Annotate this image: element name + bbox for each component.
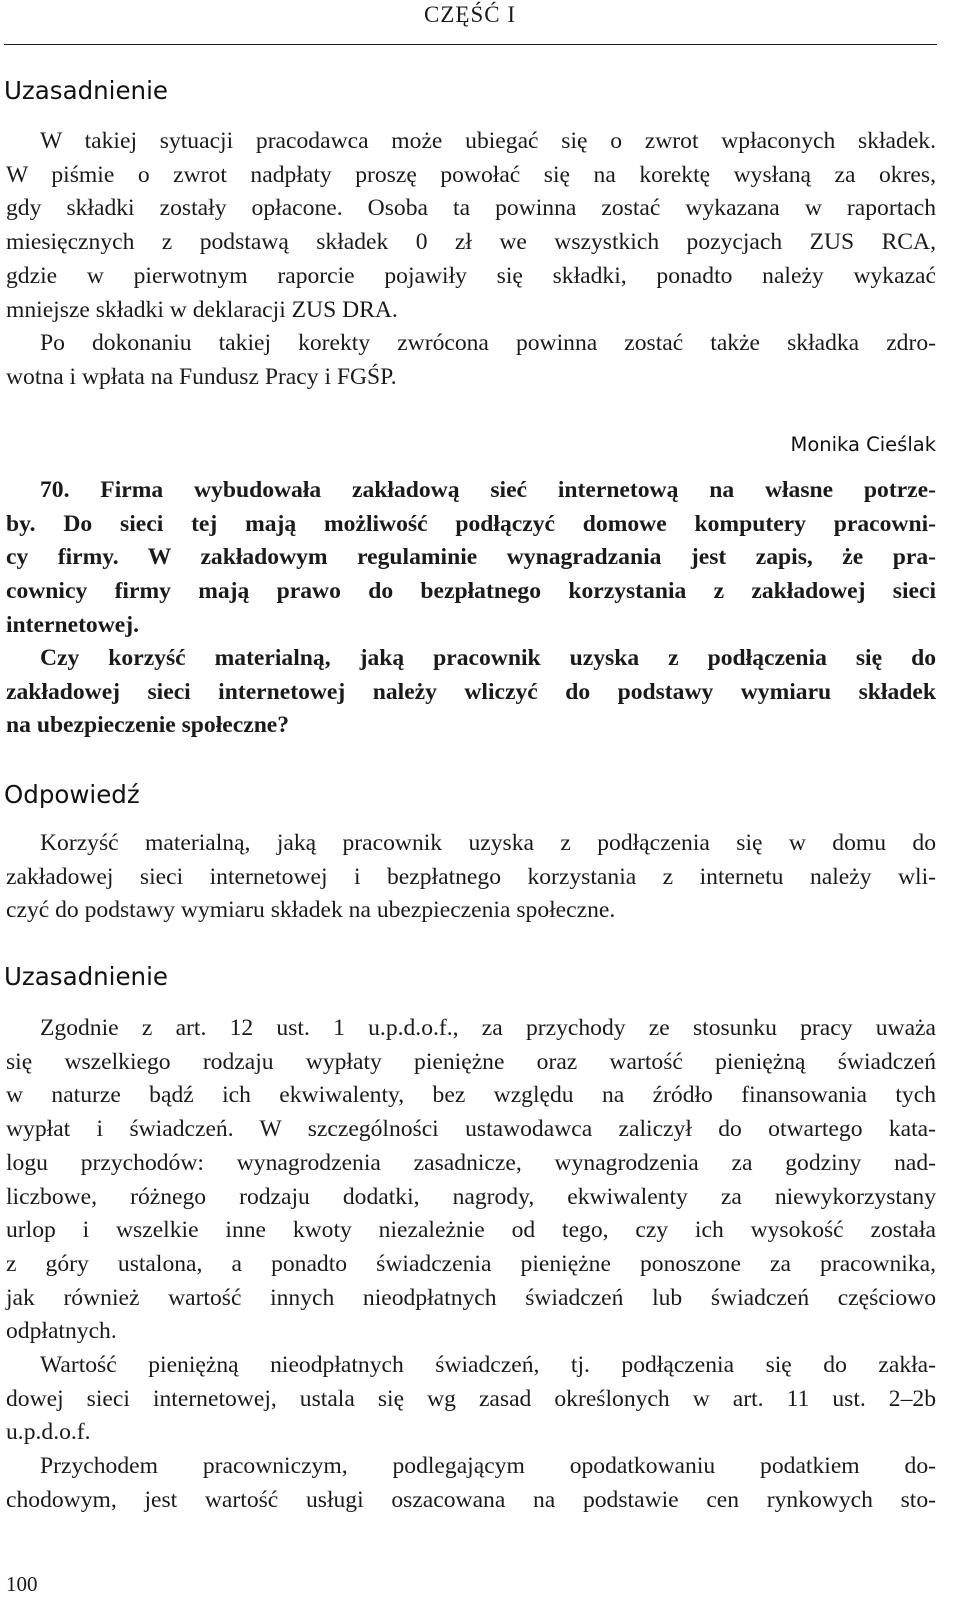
- paragraph: [6, 327, 936, 394]
- question-paragraph: [6, 474, 936, 643]
- header-rule: [4, 44, 937, 45]
- text-line: Korzyść materialną, jaką pracownik uzyska z podłączenia się w domu do: [40, 830, 936, 856]
- text-line: Po dokonaniu takiej korekty zwrócona powinna zostać także składka zdro-: [40, 330, 936, 356]
- author-signature: Monika Cieślak: [790, 433, 936, 456]
- text-line: dowej sieci internetowej, ustala się wg zasad określonych w art. 11 ust. 2–2b: [6, 1385, 936, 1412]
- text-line: chodowym, jest wartość usługi oszacowana na podstawie cen rynkowych sto-: [6, 1486, 936, 1513]
- text-line: Zgodnie z art. 12 ust. 1 u.p.d.o.f., za przychody ze stosunku pracy uważa: [40, 1015, 936, 1041]
- text-line: na ubezpieczenie społeczne?: [6, 712, 290, 739]
- text-line: internetowej.: [6, 611, 139, 638]
- text-line: wypłat i świadczeń. W szczególności ustawodawca zaliczył do otwartego kata-: [6, 1116, 936, 1143]
- text-line: czyć do podstawy wymiaru składek na ubezpieczenia społeczne.: [6, 897, 616, 924]
- text-line: liczbowe, różnego rodzaju dodatki, nagrody, ekwiwalenty za niewykorzystany: [6, 1183, 936, 1210]
- text-line: w naturze bądź ich ekwiwalenty, bez względu na źródło finansowania tych: [6, 1082, 936, 1109]
- text-line: się wszelkiego rodzaju wypłaty pieniężne oraz wartość pieniężną świadczeń: [6, 1048, 936, 1075]
- paragraph: [6, 125, 936, 327]
- text-line: by. Do sieci tej mają możliwość podłączyć domowe komputery pracowni-: [6, 510, 936, 537]
- text-line: Przychodem pracowniczym, podlegającym opodatkowaniu podatkiem do-: [40, 1453, 936, 1479]
- text-line: gdzie w pierwotnym raporcie pojawiły się składki, ponadto należy wykazać: [6, 262, 936, 289]
- text-line: Czy korzyść materialną, jaką pracownik uzyska z podłączenia się do: [40, 645, 936, 671]
- paragraph: [6, 1349, 936, 1450]
- question-paragraph: [6, 642, 936, 743]
- page-number: 100: [6, 1572, 38, 1596]
- section-heading-uzasadnienie: Uzasadnienie: [4, 76, 168, 105]
- text-line: Wartość pieniężną nieodpłatnych świadczeń, tj. podłączenia się do zakła-: [40, 1352, 936, 1378]
- section-heading-uzasadnienie: Uzasadnienie: [4, 962, 168, 991]
- text-line: u.p.d.o.f.: [6, 1419, 91, 1446]
- text-line: mniejsze składki w deklaracji ZUS DRA.: [6, 296, 398, 323]
- text-line: wotna i wpłata na Fundusz Pracy i FGŚP.: [6, 363, 397, 390]
- text-line: odpłatnych.: [6, 1318, 117, 1345]
- text-line: 70. Firma wybudowała zakładową sieć internetową na własne potrze-: [40, 477, 936, 503]
- paragraph: [6, 1012, 936, 1349]
- text-line: zakładowej sieci internetowej należy wliczyć do podstawy wymiaru składek: [6, 678, 936, 705]
- paragraph: [6, 1450, 936, 1517]
- text-line: cy firmy. W zakładowym regulaminie wynagradzania jest zapis, że pra-: [6, 544, 936, 571]
- text-line: W piśmie o zwrot nadpłaty proszę powołać się na korektę wysłaną za okres,: [6, 161, 936, 188]
- text-line: z góry ustalona, a ponadto świadczenia pieniężne ponoszone za pracownika,: [6, 1250, 936, 1277]
- section-heading-odpowiedz: Odpowiedź: [4, 780, 140, 809]
- text-line: zakładowej sieci internetowej i bezpłatnego korzystania z internetu należy wli-: [6, 863, 936, 890]
- running-head: CZĘŚĆ I: [424, 2, 516, 27]
- text-line: gdy składki zostały opłacone. Osoba ta powinna zostać wykazana w raportach: [6, 195, 936, 222]
- text-line: miesięcznych z podstawą składek 0 zł we wszystkich pozycjach ZUS RCA,: [6, 229, 936, 256]
- text-line: logu przychodów: wynagrodzenia zasadnicze, wynagrodzenia za godziny nad-: [6, 1149, 936, 1176]
- paragraph: [6, 827, 936, 928]
- text-line: urlop i wszelkie inne kwoty niezależnie od tego, czy ich wysokość została: [6, 1217, 936, 1244]
- text-line: cownicy firmy mają prawo do bezpłatnego korzystania z zakładowej sieci: [6, 578, 936, 605]
- text-line: W takiej sytuacji pracodawca może ubiegać się o zwrot wpłaconych składek.: [40, 128, 936, 154]
- text-line: jak również wartość innych nieodpłatnych świadczeń lub świadczeń częściowo: [6, 1284, 936, 1311]
